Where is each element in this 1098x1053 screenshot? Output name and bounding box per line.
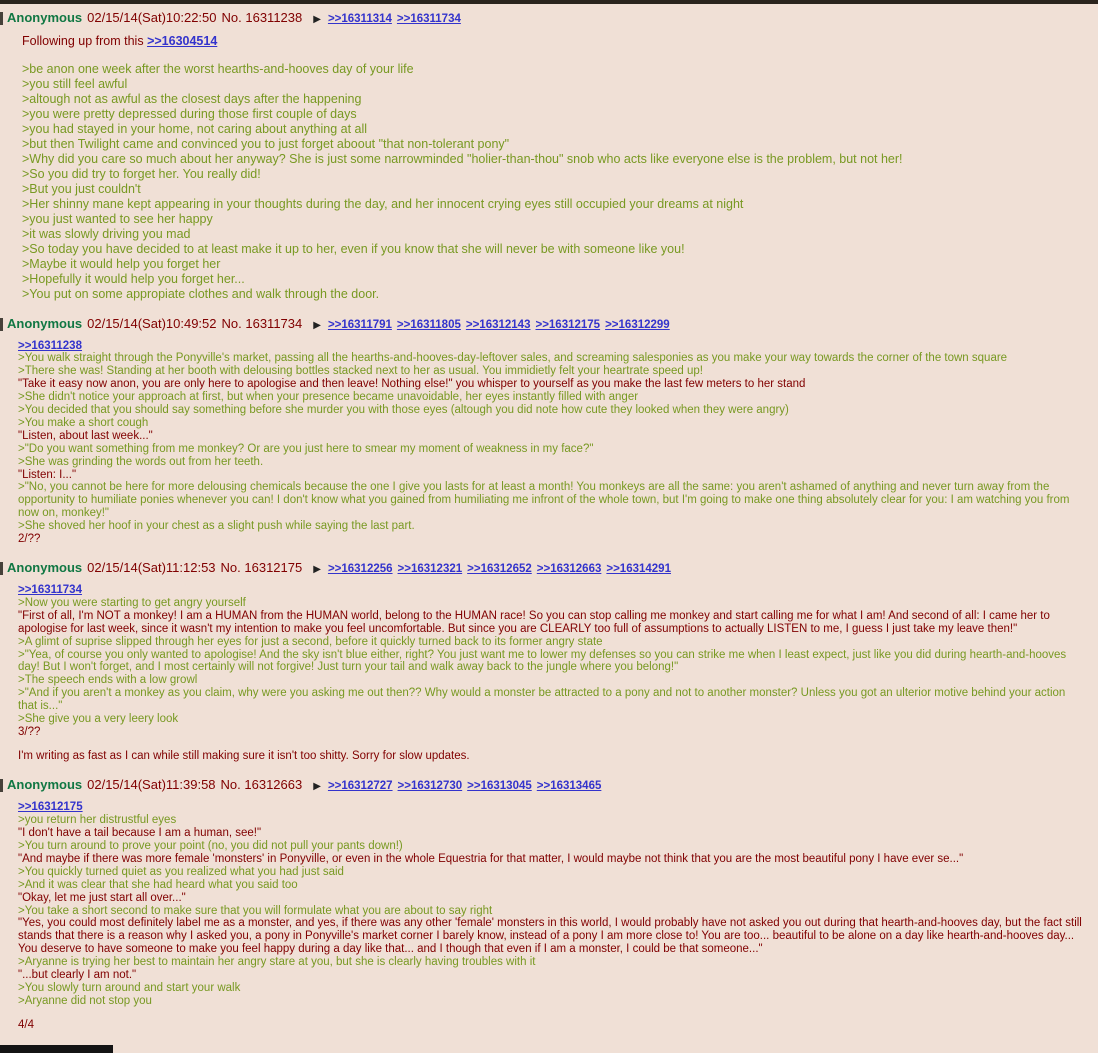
post-line xyxy=(18,443,1086,456)
post-line xyxy=(18,827,1086,840)
post-line xyxy=(18,391,1086,404)
greentext: >"And if you aren't a monkey as you claim, why were you asking me out then?? Why would a monster be attracted to a pony and not to another monster? Unless you got an ulterior motive behind your action that is..." xyxy=(18,687,1066,713)
post-line xyxy=(18,687,1086,713)
post-header xyxy=(0,10,1090,25)
post-line xyxy=(18,917,1086,956)
post-line xyxy=(22,77,1086,92)
post-line xyxy=(22,34,1086,49)
post-line xyxy=(22,287,1086,302)
post-line xyxy=(18,610,1086,636)
post-line xyxy=(18,417,1086,430)
greentext: >Why did you care so much about her anyway? She is just some narrowminded "holier-than-thou" snob who acts like everyone else is the problem, but not her! xyxy=(22,151,903,166)
post-line xyxy=(18,713,1086,726)
post-line xyxy=(18,469,1086,482)
post-left-tick xyxy=(0,12,3,25)
greentext: >She was grinding the words out from her teeth. xyxy=(18,455,264,468)
post-number: No. 16311238 xyxy=(221,10,303,25)
post-text: "Take it easy now anon, you are only here to apologise and then leave! Nothing else!" you whisper to yourself as you make the last few meters to her stand xyxy=(18,378,806,391)
greentext: >Aryanne is trying her best to maintain her angry stare at you, but she is clearly having troubles with it xyxy=(18,956,536,969)
post-body xyxy=(22,34,1090,302)
post-line xyxy=(22,212,1086,227)
post-line xyxy=(18,365,1086,378)
post-number: No. 16312175 xyxy=(220,560,303,575)
post-text: 2/?? xyxy=(18,533,41,546)
backlink[interactable]: >>16314291 xyxy=(606,563,671,575)
reply-arrow-icon: ▶ xyxy=(313,781,321,793)
post-line xyxy=(22,167,1086,182)
post-line xyxy=(18,584,1086,597)
quotelink[interactable]: >>16312175 xyxy=(18,801,83,814)
greentext: >A glimt of suprise slipped through her eyes for just a second, before it quickly turned back to its former angry state xyxy=(18,635,603,648)
post-left-tick xyxy=(0,318,3,331)
post-line xyxy=(18,430,1086,443)
post-line xyxy=(18,1019,1086,1032)
backlink[interactable]: >>16312727 xyxy=(327,780,393,793)
greentext: >You quickly turned quiet as you realized what you had just said xyxy=(18,865,344,878)
post-text: "And maybe if there was more female 'monsters' in Ponyville, or even in the whole Equestria for that matter, I would maybe not think that you are the most beautiful pony I have ever se..." xyxy=(18,852,964,865)
greentext: >So today you have decided to at least make it up to her, even if you know that she will never be with someone like you! xyxy=(22,241,685,256)
reply-arrow-icon: ▶ xyxy=(313,564,321,575)
post-datetime: 02/15/14(Sat)10:49:52 xyxy=(87,315,217,331)
post-line xyxy=(18,995,1086,1008)
greentext: >You make a short cough xyxy=(18,416,149,429)
post-line xyxy=(18,636,1086,649)
backlink[interactable]: >>16312256 xyxy=(327,563,393,575)
post-line xyxy=(22,152,1086,167)
bottom-left-bar xyxy=(0,1045,113,1053)
greentext: >but then Twilight came and convinced you to just forget aboout "that non-tolerant pony" xyxy=(22,136,510,151)
post-body xyxy=(18,340,1090,547)
post-line xyxy=(18,750,1086,763)
post-left-tick xyxy=(0,562,3,575)
greentext: >You turn around to prove your point (no, you did not pull your pants down!) xyxy=(18,840,403,852)
post-line xyxy=(22,227,1086,242)
backlink[interactable]: >>16311791 xyxy=(327,318,392,331)
poster-name: Anonymous xyxy=(7,10,83,25)
post xyxy=(0,560,1090,763)
greentext: >you still feel awful xyxy=(22,76,128,91)
backlink[interactable]: >>16312652 xyxy=(467,563,532,575)
backlink[interactable]: >>16312321 xyxy=(397,563,463,575)
backlink[interactable]: >>16312299 xyxy=(605,318,670,331)
greentext: >You put on some appropiate clothes and walk through the door. xyxy=(22,286,380,301)
post-text: "...but clearly I am not." xyxy=(18,969,137,982)
poster-name: Anonymous xyxy=(7,560,83,575)
greentext: >You slowly turn around and start your walk xyxy=(18,981,241,994)
post-line xyxy=(18,520,1086,533)
greentext: >But you just couldn't xyxy=(22,181,141,196)
greentext: >Aryanne did not stop you xyxy=(18,994,152,1007)
post-line xyxy=(18,840,1086,853)
post-line xyxy=(18,597,1086,610)
greentext: >"No, you cannot be here for more delousing chemicals because the one I give you lasts for at least a month! You monkeys are all the same: you aren't ashamed of anything and never turn away from the opportunity to humiliate ponies whenever you can! I don't know what you gained from humiliating me infront of the whole town, but I'm going to make one thing absolutely clear for you: I am watching you from now on, monkey!" xyxy=(18,481,1070,520)
backlink[interactable]: >>16313045 xyxy=(467,780,532,793)
post-line xyxy=(18,726,1086,739)
post-body xyxy=(18,801,1090,1032)
post-datetime: 02/15/14(Sat)10:22:50 xyxy=(87,10,217,25)
post-line xyxy=(18,649,1086,675)
post-line xyxy=(22,107,1086,122)
post-line xyxy=(18,905,1086,918)
quotelink[interactable]: >>16304514 xyxy=(147,34,218,48)
post-line xyxy=(18,378,1086,391)
post-line xyxy=(18,801,1086,814)
post-text: "Yes, you could most definitely label me as a monster, and yes, if there was any other 'female' monsters in this world, I would probably have not asked you out during that hearth-and-hooves day, but the fact still stands that there is a reason why I asked you, a pony in Ponyville's market corner I barely know, instead of a pony I am more close to! You are too... beautiful to be alone on a day like hearth-and-hooves day... You deserve to have someone to make you feel happy during a day like that... and I though that even if I am a monster, I could be that someone..." xyxy=(18,917,1082,956)
post xyxy=(0,316,1090,547)
post-line xyxy=(18,982,1086,995)
backlink[interactable]: >>16312663 xyxy=(536,563,602,575)
backlink[interactable]: >>16312175 xyxy=(535,318,601,331)
greentext: >She give you a very leery look xyxy=(18,713,179,726)
greentext: >"Do you want something from me monkey? Or are you just here to smear my moment of weakness in my face?" xyxy=(18,442,594,455)
greentext: >altough not as awful as the closest days after the happening xyxy=(22,91,362,106)
post-line xyxy=(18,404,1086,417)
post-datetime: 02/15/14(Sat)11:12:53 xyxy=(87,560,216,575)
post-number: No. 16311734 xyxy=(221,315,303,331)
greentext: >You take a short second to make sure that you will formulate what you are about to say right xyxy=(18,904,493,917)
blank-line xyxy=(22,49,1086,62)
post-datetime: 02/15/14(Sat)11:39:58 xyxy=(87,777,216,793)
quotelink[interactable]: >>16311734 xyxy=(18,584,82,596)
greentext: >The speech ends with a low growl xyxy=(18,674,198,687)
thread-container xyxy=(0,4,1098,1032)
post-header xyxy=(0,560,1090,575)
post-line xyxy=(22,92,1086,107)
post-line xyxy=(18,866,1086,879)
greentext: >You decided that you should say something before she murder you with those eyes (altough you did note how cute they looked when they were angry) xyxy=(18,404,789,417)
greentext: >it was slowly driving you mad xyxy=(22,226,191,241)
quotelink[interactable]: >>16311238 xyxy=(18,339,82,352)
greentext: >And it was clear that she had heard what you said too xyxy=(18,878,298,891)
post-number: No. 16312663 xyxy=(220,777,303,793)
post-line xyxy=(22,182,1086,197)
post xyxy=(0,777,1090,1032)
post-header xyxy=(0,316,1090,331)
blank-line xyxy=(18,1008,1086,1020)
backlink[interactable]: >>16311805 xyxy=(396,318,461,331)
post-line xyxy=(18,814,1086,827)
post-text: Following up from this xyxy=(22,34,148,48)
greentext: >You walk straight through the Ponyville's market, passing all the hearths-and-hooves-day-leftover sales, and screaming salesponies as you make your way towards the corner of the town square xyxy=(18,352,1008,365)
post-header xyxy=(0,777,1090,792)
greentext: >Her shinny mane kept appearing in your thoughts during the day, and her innocent crying eyes still occupied your dreams at night xyxy=(22,196,744,211)
backlink[interactable]: >>16313465 xyxy=(536,780,602,793)
backlink[interactable]: >>16312730 xyxy=(397,780,463,793)
post-line xyxy=(22,257,1086,272)
post-line xyxy=(18,674,1086,687)
greentext: >So you did try to forget her. You really did! xyxy=(22,166,261,181)
blank-line xyxy=(18,739,1086,751)
post-line xyxy=(18,892,1086,905)
post-line xyxy=(18,879,1086,892)
post-text: "Listen: I..." xyxy=(18,468,77,481)
post-line xyxy=(18,969,1086,982)
post-line xyxy=(18,340,1086,353)
greentext: >She didn't notice your approach at first, but when your presence became unavoidable, her eyes instantly filled with anger xyxy=(18,391,639,404)
post-text: I'm writing as fast as I can while still making sure it isn't too shitty. Sorry for slow updates. xyxy=(18,750,470,763)
greentext: >you were pretty depressed during those first couple of days xyxy=(22,106,357,121)
post-line xyxy=(22,137,1086,152)
poster-name: Anonymous xyxy=(7,777,83,793)
greentext: >Now you were starting to get angry yourself xyxy=(18,596,246,609)
backlink[interactable]: >>16311314 xyxy=(327,13,392,25)
post-left-tick xyxy=(0,779,3,792)
post-line xyxy=(22,272,1086,287)
post-line xyxy=(22,122,1086,137)
greentext: >Hopefully it would help you forget her... xyxy=(22,271,245,286)
reply-arrow-icon: ▶ xyxy=(313,14,321,25)
post-line xyxy=(22,242,1086,257)
reply-arrow-icon: ▶ xyxy=(313,319,321,331)
post-text: 3/?? xyxy=(18,725,41,738)
greentext: >There she was! Standing at her booth with delousing bottles stacked next to her as usual. You immidietly felt your heartrate speed up! xyxy=(18,365,703,378)
greentext: >She shoved her hoof in your chest as a slight push while saying the last part. xyxy=(18,520,415,533)
post-line xyxy=(18,481,1086,520)
post-text: "Okay, let me just start all over..." xyxy=(18,891,186,904)
post-line xyxy=(22,62,1086,77)
post-text: "First of all, I'm NOT a monkey! I am a HUMAN from the HUMAN world, belong to the HUMAN race! So you can stop calling me monkey and start calling me for what I am! And second of all: I came her to apologise for last week, since it wasn't my intention to make you feel uncomfortable. But since you are CLEARLY too full of assumptions to actually LISTEN to me, I guess I just take my leave then!" xyxy=(18,609,1050,635)
post-line xyxy=(18,456,1086,469)
post xyxy=(0,10,1090,302)
greentext: >Maybe it would help you forget her xyxy=(22,256,221,271)
post-body xyxy=(18,584,1090,763)
poster-name: Anonymous xyxy=(7,315,83,331)
backlink[interactable]: >>16312143 xyxy=(465,318,531,331)
post-text: "I don't have a tail because I am a human, see!" xyxy=(18,827,262,840)
post-line xyxy=(18,853,1086,866)
backlink[interactable]: >>16311734 xyxy=(396,13,461,25)
post-line xyxy=(18,533,1086,546)
greentext: >you just wanted to see her happy xyxy=(22,211,213,226)
post-line xyxy=(18,352,1086,365)
post-text: "Listen, about last week..." xyxy=(18,429,153,442)
post-line xyxy=(18,956,1086,969)
post-line xyxy=(22,197,1086,212)
greentext: >be anon one week after the worst hearths-and-hooves day of your life xyxy=(22,61,414,76)
greentext: >you had stayed in your home, not caring about anything at all xyxy=(22,121,368,136)
post-text: 4/4 xyxy=(18,1019,34,1032)
greentext: >you return her distrustful eyes xyxy=(18,814,177,827)
greentext: >"Yea, of course you only wanted to apologise! And the sky isn't blue either, right? You just want me to lower my defenses so you can strike me when I least expect, just like you did during hearth-and-hooves day! But I won't forget, and I most certainly will not forgive! Just turn your tail and walk away back to the jungle where you belong!" xyxy=(18,648,1067,674)
